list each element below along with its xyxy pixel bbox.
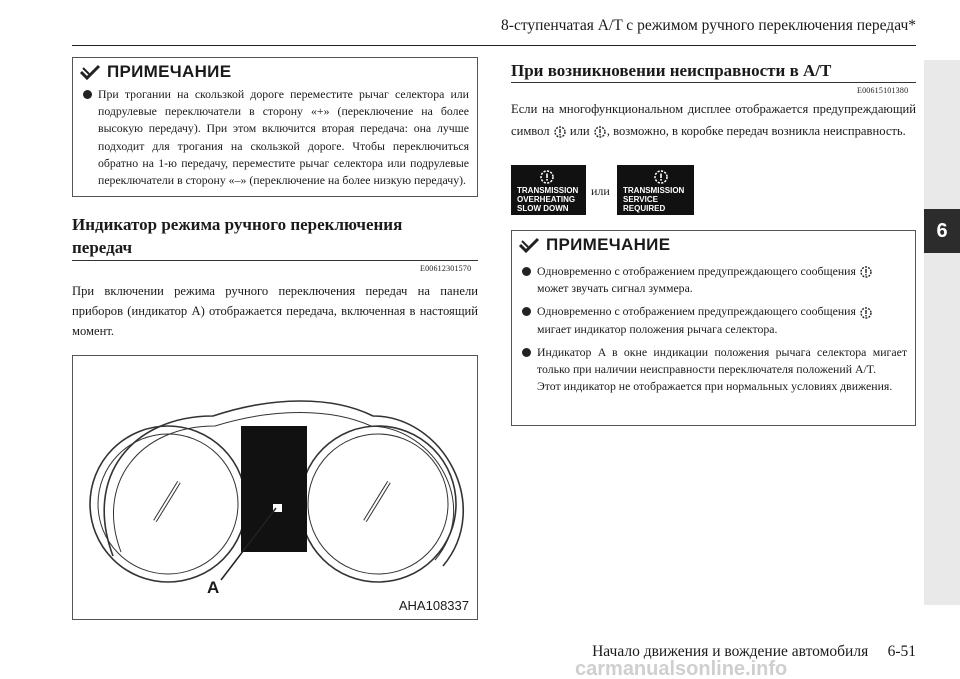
right-note-header	[512, 231, 915, 255]
bullet1-tail: может звучать сигнал зуммера.	[537, 281, 693, 296]
bullet-icon	[83, 90, 92, 99]
bullet2-tail: мигает индикатор положения рычага селектора.	[537, 321, 778, 336]
bullet-text	[537, 263, 907, 297]
bullet2-text: Одновременно с отображением предупреждающего сообщения	[537, 304, 856, 319]
bullet3-text: Индикатор A в окне индикации положения рычага селектора мигает только при наличии неисправности переключателя положений A/T.	[537, 344, 907, 377]
instrument-cluster-drawing	[73, 356, 477, 619]
warning-message-overheating	[511, 165, 586, 215]
list-item	[522, 263, 907, 297]
transmission-warning-icon	[593, 125, 607, 139]
message2-line2: SERVICE REQUIRED	[623, 195, 666, 213]
message2-line1: TRANSMISSION	[623, 186, 685, 195]
message1-line2: OVERHEATING	[517, 195, 576, 204]
bullet-text	[537, 344, 907, 396]
list-item	[522, 303, 907, 337]
malfunction-section-heading: При возникновении неисправности в A/T	[511, 61, 832, 80]
left-note-header	[73, 58, 477, 82]
left-note-body	[73, 82, 477, 198]
bullet-icon	[522, 267, 531, 276]
indicator-paragraph: При включении режима ручного переключения передач на панели приборов (индикатор A) отображается передача, включенная в настоящий момент.	[72, 284, 478, 338]
page-footer: Начало движения и вождение автомобиля 6-51	[592, 643, 916, 660]
message1-line1: TRANSMISSION	[517, 186, 579, 195]
malfunction-paragraph	[511, 98, 916, 142]
bullet3-extra: Этот индикатор не отображается при нормальных условиях движения.	[537, 379, 893, 394]
bullet-icon	[522, 348, 531, 357]
list-item	[522, 344, 907, 396]
bullet-text: При трогании на скользкой дороге переместите рычаг селектора или подрулевые переключатели в сторону «+» (переключение на более высокую передачу). При этом включится вторая передача: она лучше подходит для трогания на скользкой дороге. Чтобы переключиться обратно на 1-ю передачу, переместите рычаг селектора или подрулевые переключатели в сторону «–» (переключение на более низкую передачу).	[98, 87, 469, 188]
malfunction-ref-code: E00615101380	[857, 86, 909, 95]
right-note-heading: ПРИМЕЧАНИЕ	[546, 235, 671, 254]
note-checkmark-icon	[79, 64, 101, 80]
left-note-heading: ПРИМЕЧАНИЕ	[107, 62, 232, 81]
note-checkmark-icon	[518, 237, 540, 253]
bullet-icon	[522, 307, 531, 316]
or-label: или	[591, 184, 610, 198]
malfunction-text-part2: , возможно, в коробке передач возникла неисправность.	[606, 124, 906, 138]
malfunction-text-or: или	[569, 124, 590, 138]
malfunction-text-part1: Если на многофункциональном дисплее отображается предупреждающий символ	[511, 102, 916, 138]
figure-code: AHA108337	[398, 598, 469, 613]
instrument-cluster-figure	[72, 355, 478, 620]
multi-information-display	[241, 426, 307, 552]
transmission-warning-icon	[539, 169, 555, 185]
transmission-warning-icon	[859, 306, 873, 320]
chapter-side-band	[924, 60, 960, 605]
watermark: carmanualsonline.info	[575, 658, 788, 679]
indicator-heading-rule	[72, 260, 478, 261]
message1-line3: SLOW DOWN	[517, 204, 569, 213]
indicator-heading-line2: передач	[72, 238, 133, 257]
list-item	[83, 86, 469, 189]
bullet-text	[537, 303, 907, 337]
transmission-warning-icon	[653, 169, 669, 185]
speedometer-gauge	[90, 426, 246, 582]
figure-label-a: A	[207, 578, 220, 597]
page-header-title: 8-ступенчатая A/T с режимом ручного переключения передач*	[501, 17, 916, 34]
bullet1-text: Одновременно с отображением предупреждающего сообщения	[537, 264, 856, 278]
header-rule	[72, 45, 916, 46]
indicator-ref-code: E00612301570	[420, 264, 472, 273]
transmission-warning-icon	[859, 265, 873, 279]
indicator-section-heading	[72, 213, 478, 259]
malfunction-heading-rule	[511, 82, 916, 83]
right-note-body	[512, 255, 915, 404]
indicator-heading-line1: Индикатор режима ручного переключения	[72, 215, 403, 234]
transmission-warning-icon	[553, 125, 567, 139]
left-note-box	[72, 57, 478, 197]
warning-message-service-required	[617, 165, 694, 215]
chapter-tab: 6	[924, 209, 960, 253]
right-note-box	[511, 230, 916, 426]
tachometer-gauge	[300, 426, 456, 582]
